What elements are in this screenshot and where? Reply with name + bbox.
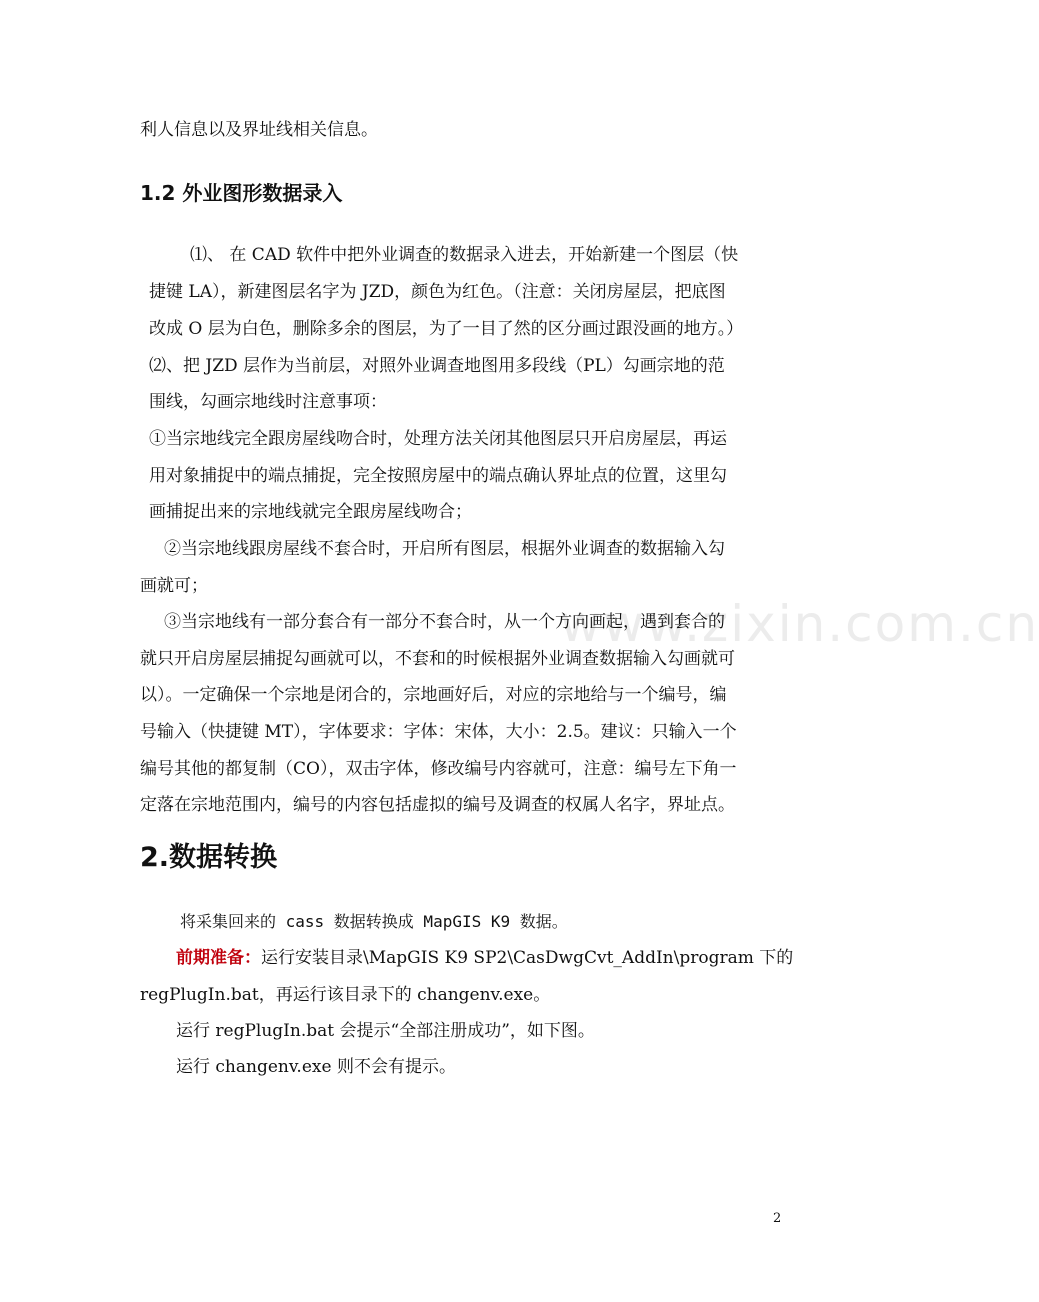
page-number: 2 [773,1211,782,1226]
run-changenv-note: 运行 changenv.exe 则不会有提示。 [176,1057,456,1077]
paragraph-line: 画就可； [140,576,208,596]
prep-line [176,946,793,970]
paragraph-line: 定落在宗地范围内，编号的内容包括虚拟的编号及调查的权属人名字，界址点。 [140,795,735,815]
paragraph-line: ②当宗地线跟房屋线不套合时，开启所有图层，根据外业调查的数据输入勾 [164,539,725,559]
paragraph-line: 就只开启房屋层捕捉勾画就可以，不套和的时候根据外业调查数据输入勾画就可 [140,649,735,669]
paragraph-line: 围线，勾画宗地线时注意事项： [149,392,387,412]
prep-text: 运行安装目录\MapGIS K9 SP2\CasDwgCvt_AddIn\program 下的 [261,948,794,968]
paragraph-line: 画捕捉出来的宗地线就完全跟房屋线吻合； [149,502,472,522]
section-2-heading: 2.数据转换 [140,842,278,873]
paragraph-line: 号输入（快捷键 MT），字体要求：字体：宋体，大小：2.5。建议：只输入一个 [140,722,737,742]
paragraph-line: 改成 O 层为白色，删除多余的图层，为了一目了然的区分画过跟没画的地方。） [149,319,744,339]
conversion-intro: 将采集回来的 cass 数据转换成 MapGIS K9 数据。 [180,912,568,931]
paragraph-line: ⑴、 在 CAD 软件中把外业调查的数据录入进去，开始新建一个图层（快 [190,245,739,265]
paragraph-line: ①当宗地线完全跟房屋线吻合时，处理方法关闭其他图层只开启房屋层，再运 [149,429,727,449]
prep-label: 前期准备： [176,948,261,968]
paragraph-line: 编号其他的都复制（CO），双击字体，修改编号内容就可，注意：编号左下角一 [140,759,737,779]
paragraph-line: 用对象捕捉中的端点捕捉，完全按照房屋中的端点确认界址点的位置，这里勾 [149,466,727,486]
prep-text-continued: regPlugIn.bat，再运行该目录下的 changenv.exe。 [140,985,551,1005]
paragraph-line: ⑵、把 JZD 层作为当前层，对照外业调查地图用多段线（PL）勾画宗地的范 [149,356,725,376]
watermark: www.zixin.com.cn [560,595,1039,653]
section-1-2-heading: 1.2 外业图形数据录入 [140,181,343,205]
paragraph-line: ③当宗地线有一部分套合有一部分不套合时，从一个方向画起，遇到套合的 [164,612,725,632]
intro-line: 利人信息以及界址线相关信息。 [140,120,378,140]
run-regplugin-note: 运行 regPlugIn.bat 会提示“全部注册成功”，如下图。 [176,1021,595,1041]
paragraph-line: 以）。一定确保一个宗地是闭合的，宗地画好后，对应的宗地给与一个编号，编 [140,685,727,705]
paragraph-line: 捷键 LA），新建图层名字为 JZD，颜色为红色。（注意：关闭房屋层，把底图 [149,282,726,302]
